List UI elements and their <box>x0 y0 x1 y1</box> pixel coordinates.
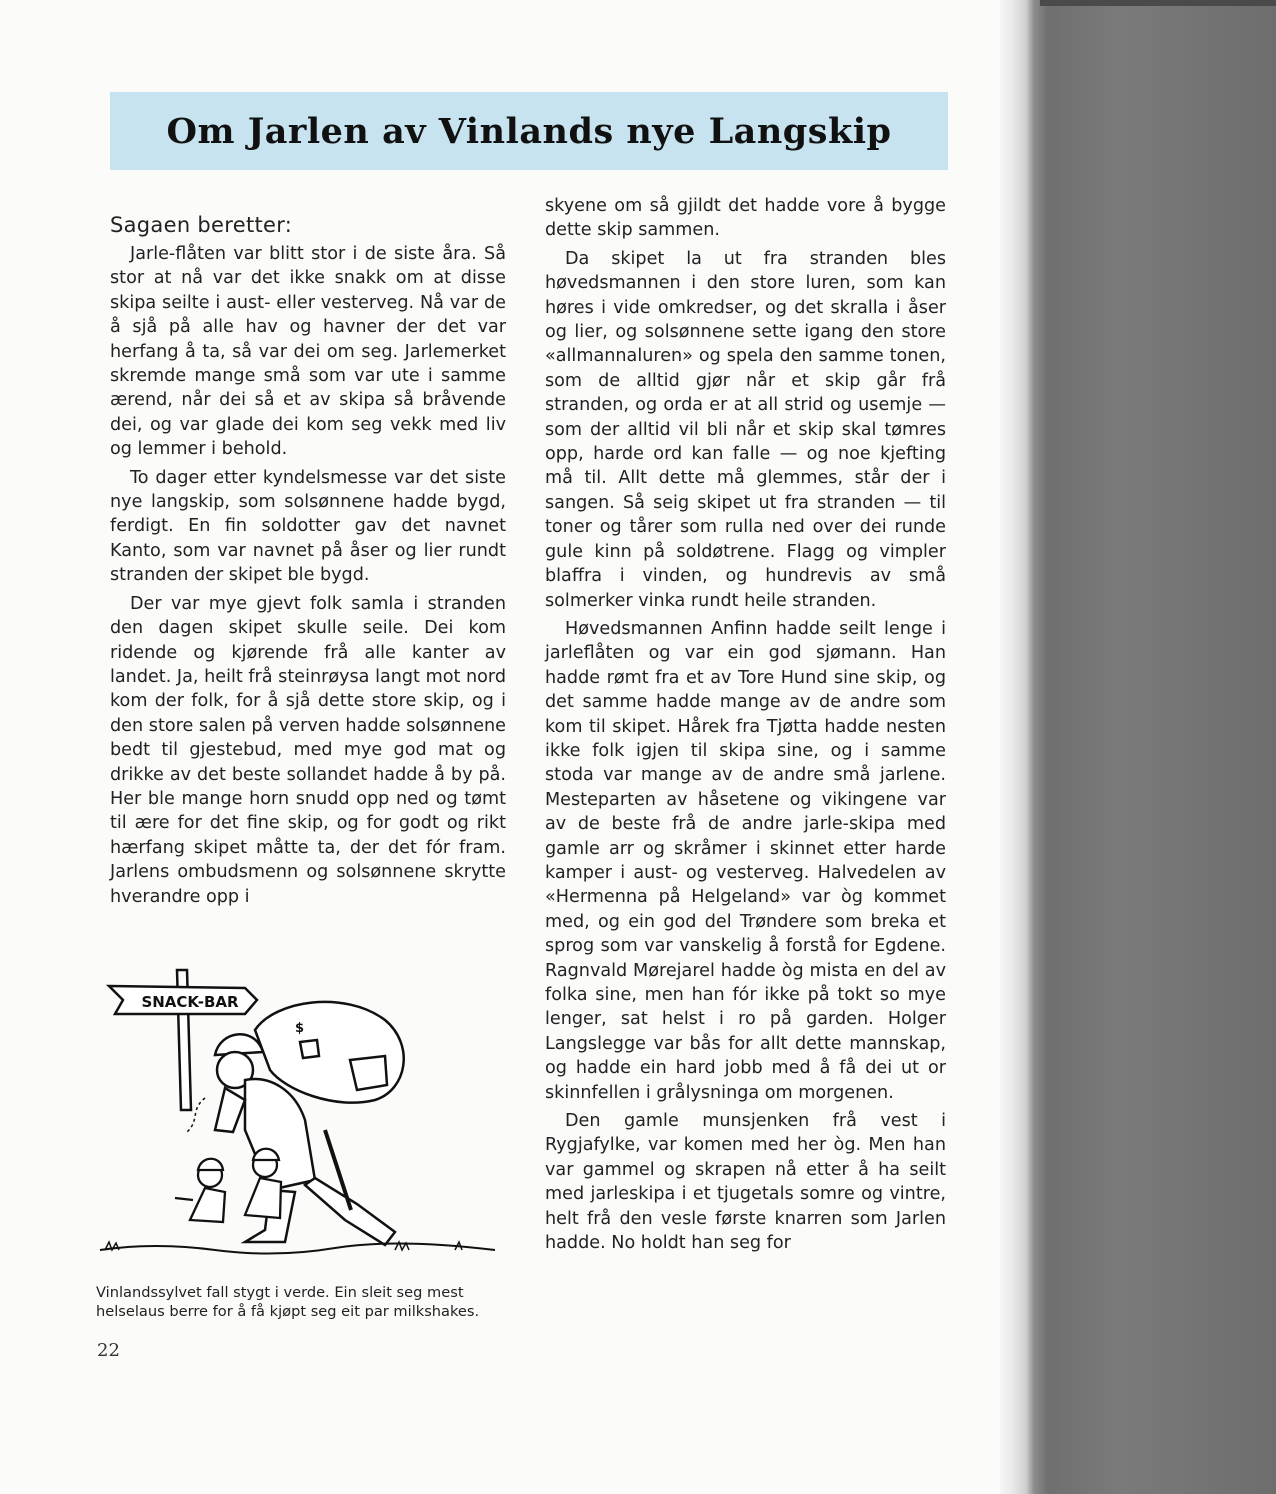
intro-line: Sagaen beretter: <box>110 213 293 237</box>
right-paragraph-4: Den gamle munsjenken frå vest i Rygjafylke, var komen med her òg. Men han var gammel og skrapen nå etter å ha seilt med jarleskipa i et tjugetals somre og vintre, helt frå den vesle første knarren som Jarlen hadde. No holdt han seg for <box>545 1111 946 1254</box>
scan-edge-strip <box>1040 0 1276 6</box>
sign-text: SNACK-BAR <box>141 993 239 1011</box>
cartoon-illustration <box>95 960 515 1270</box>
article-title: Om Jarlen av Vinlands nye Langskip <box>166 110 892 152</box>
book-gutter-shadow <box>1000 0 1276 1494</box>
right-column <box>545 194 946 1259</box>
illustration-caption: Vinlandssylvet fall stygt i verde. Ein sleit seg mest helselaus berre for å få kjøpt seg eit par milkshakes. <box>96 1284 480 1320</box>
title-band <box>110 92 948 170</box>
left-paragraph-2: To dager etter kyndelsmesse var det siste nye langskip, som solsønnene hadde bygd, ferdigt. En fin soldotter gav det navnet Kanto, som var navnet på åser og lier rundt stranden der skipet ble bygd. <box>110 467 506 586</box>
left-column <box>110 212 506 913</box>
page-number: 22 <box>97 1340 120 1361</box>
right-paragraph-2: Da skipet la ut fra stranden bles høvedsmannen i den store luren, som kan høres i vide omkredser, og det skralla i åser og lier, og solsønnene sette igang den store «allmannaluren» og spela den samme tonen, som de alltid gjør når et skip går frå stranden, og orda er at all strid og usemje — som der alltid vil bli når et skip skal tømres opp, harde ord kan falle — og noe kjefting må til. Allt dette må glemmes, står der i sangen. Så seig skipet ut fra stranden — til toner og tårer som rulla ned over dei runde gule kinn på soldøtrene. Flagg og vimpler blaffra i vinden, og hundrevis av små solmerker vinka rundt heile stranden. <box>545 248 946 611</box>
small-viking-figures <box>175 1149 281 1222</box>
right-paragraph-3: Høvedsmannen Anfinn hadde seilt lenge i jarleflåten og var ein god sjømann. Han hadde rømt fra et av Tore Hund sine skip, og det samme hadde mange av de andre som kom til skipet. Hårek fra Tjøtta hadde nesten ikke folk igjen til skipa sine, og i samme stoda var mange av de andre små jarlene. Mesteparten av håsetene og vikingene var av de beste frå de andre jarle-skipa med gamle arr og skråmer i skinnet etter harde kamper i aust- og vesterveg. Halvedelen av «Hermenna på Helgeland» var òg kommet med, og ein god del Trøndere som breka et sprog som var vanskelig å forstå for Egdene. Ragnvald Mørejarel hadde òg mista en del av folka sine, men han fór ikke på tokt so mye lenger, sat helst i ro på garden. Holger Langslegge var bås for allt dette mannskap, og hadde ein hard jobb med å få dei ut or skinnfellen i grålysninga om morgenen. <box>545 618 946 1103</box>
right-paragraph-1: skyene om så gjildt det hadde vore å bygge dette skip sammen. <box>545 196 946 241</box>
left-paragraph-3: Der var mye gjevt folk samla i stranden den dagen skipet skulle seile. Dei kom ridende og kjørende frå alle kanter av landet. Ja, heilt frå steinrøysa langt mot nord kom der folk, for å sjå dette store skip, og i den store salen på verven hadde solsønnene bedt til gjestebud, med mye god mat og drikke av det beste sollandet hadde å by på. Her ble mange horn snudd opp ned og tømt til ære for det fine skip, og for godt og rikt hærfang skipet måtte ta, der det fór fram. Jarlens ombudsmenn og solsønnene skrytte hverandre opp i <box>110 593 506 907</box>
sack-mark: $ <box>295 1021 305 1036</box>
left-paragraph-1: Jarle-flåten var blitt stor i de siste åra. Så stor at nå var det ikke snakk om at disse skipa seilte i aust- eller vesterveg. Nå var de å sjå på alle hav og havner der det var herfang å ta, så var dei om seg. Jarlemerket skremde mange små som var ute i samme ærend, når dei så et av skipa så bråvende dei, og var glade dei kom seg vekk med liv og lemmer i behold. <box>110 244 506 460</box>
ground-line <box>100 1243 495 1253</box>
